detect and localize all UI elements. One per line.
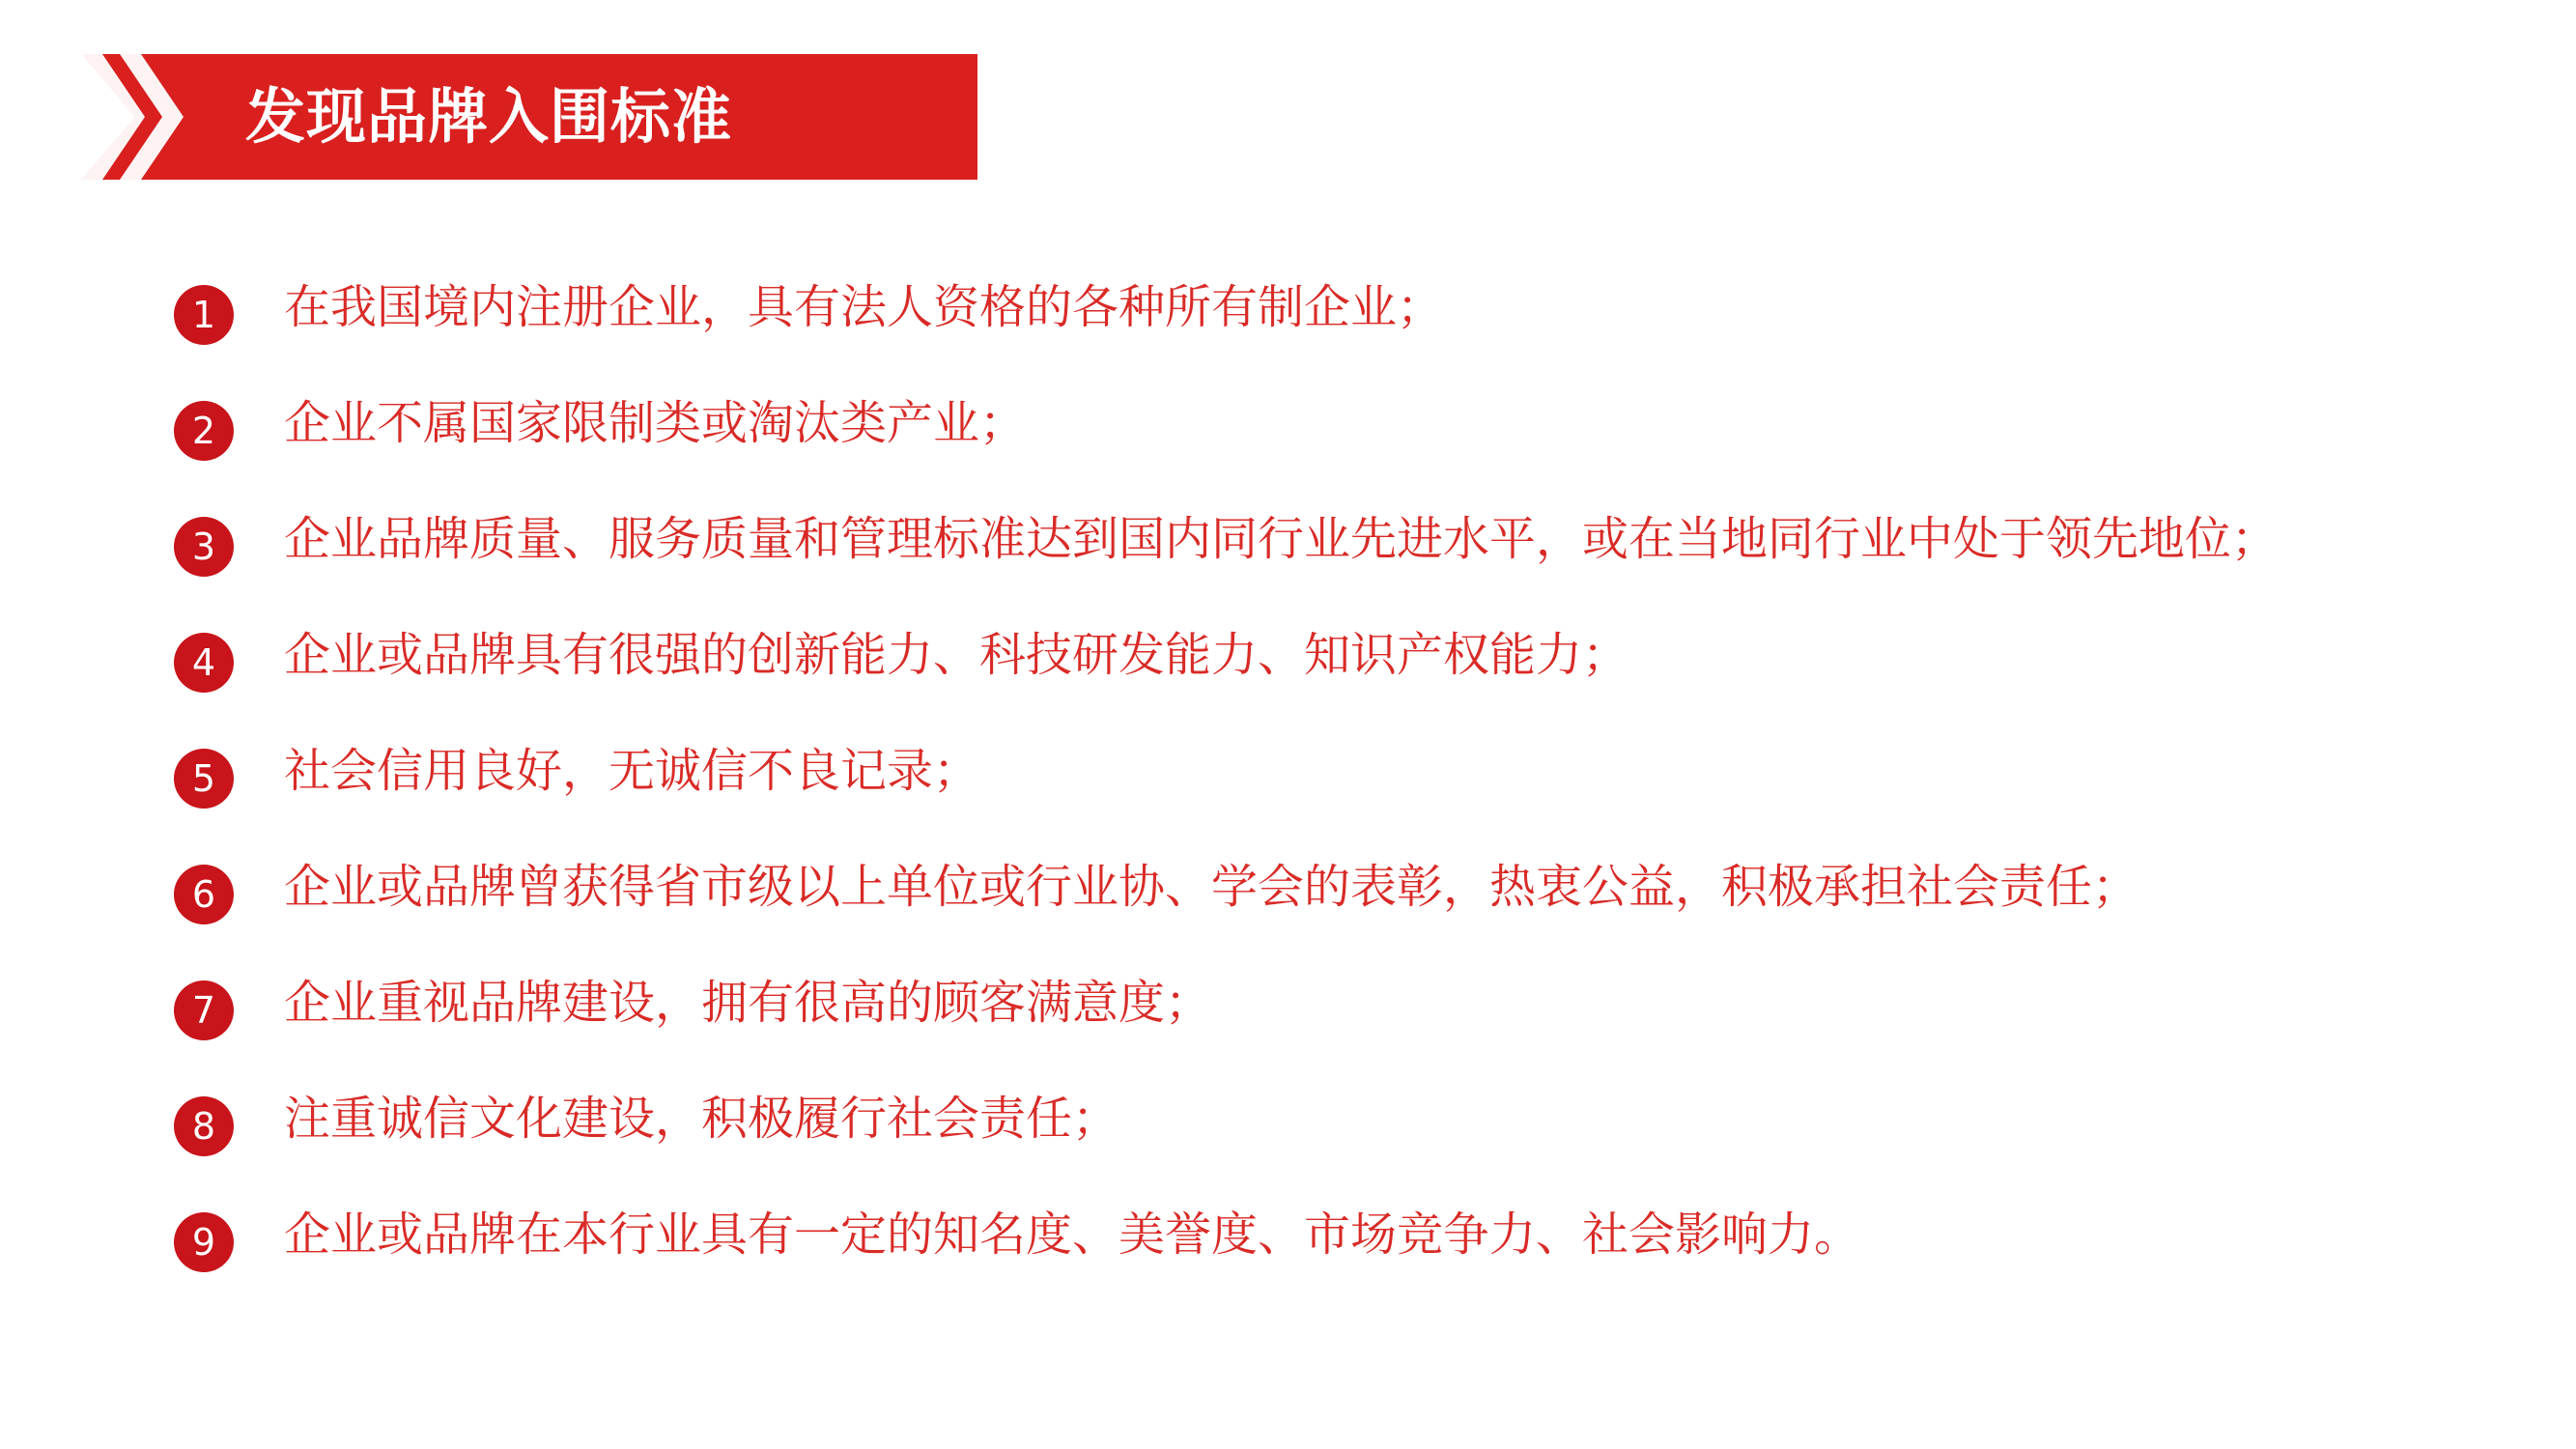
list-item — [174, 846, 2138, 927]
list-item — [174, 962, 1211, 1043]
number-badge: 5 — [174, 749, 234, 809]
number-badge: 2 — [174, 401, 234, 461]
list-item-text: 企业重视品牌建设，拥有很高的顾客满意度； — [284, 976, 1212, 1030]
list-item-text: 企业或品牌具有很强的创新能力、科技研发能力、知识产权能力； — [284, 628, 1629, 682]
list-item-text: 企业或品牌在本行业具有一定的知名度、美誉度、市场竞争力、社会影响力。 — [284, 1208, 1861, 1262]
list-item-text: 社会信用良好，无诚信不良记录； — [284, 744, 980, 798]
number-badge: 8 — [174, 1096, 234, 1156]
number-badge: 1 — [174, 285, 234, 345]
list-item-text: 企业不属国家限制类或淘汰类产业； — [284, 396, 1027, 450]
number-badge: 3 — [174, 517, 234, 577]
list-item — [174, 383, 1026, 464]
number-badge: 6 — [174, 865, 234, 924]
list-item-text: 在我国境内注册企业，具有法人资格的各种所有制企业； — [284, 280, 1444, 334]
number-badge: 7 — [174, 980, 234, 1040]
list-item — [174, 498, 2278, 580]
number-badge: 9 — [174, 1212, 234, 1272]
list-item-text: 企业品牌质量、服务质量和管理标准达到国内同行业先进水平，或在当地同行业中处于领先地位； — [284, 512, 2279, 566]
list-item — [174, 1078, 1118, 1159]
list-item — [174, 267, 1443, 348]
list-item — [174, 614, 1628, 696]
list-item — [174, 730, 979, 811]
number-badge: 4 — [174, 633, 234, 693]
page-title: 发现品牌入围标准 — [245, 81, 733, 152]
list-item-text: 企业或品牌曾获得省市级以上单位或行业协、学会的表彰，热衷公益，积极承担社会责任； — [284, 860, 2139, 914]
list-item — [174, 1194, 1860, 1275]
list-item-text: 注重诚信文化建设，积极履行社会责任； — [284, 1092, 1119, 1146]
